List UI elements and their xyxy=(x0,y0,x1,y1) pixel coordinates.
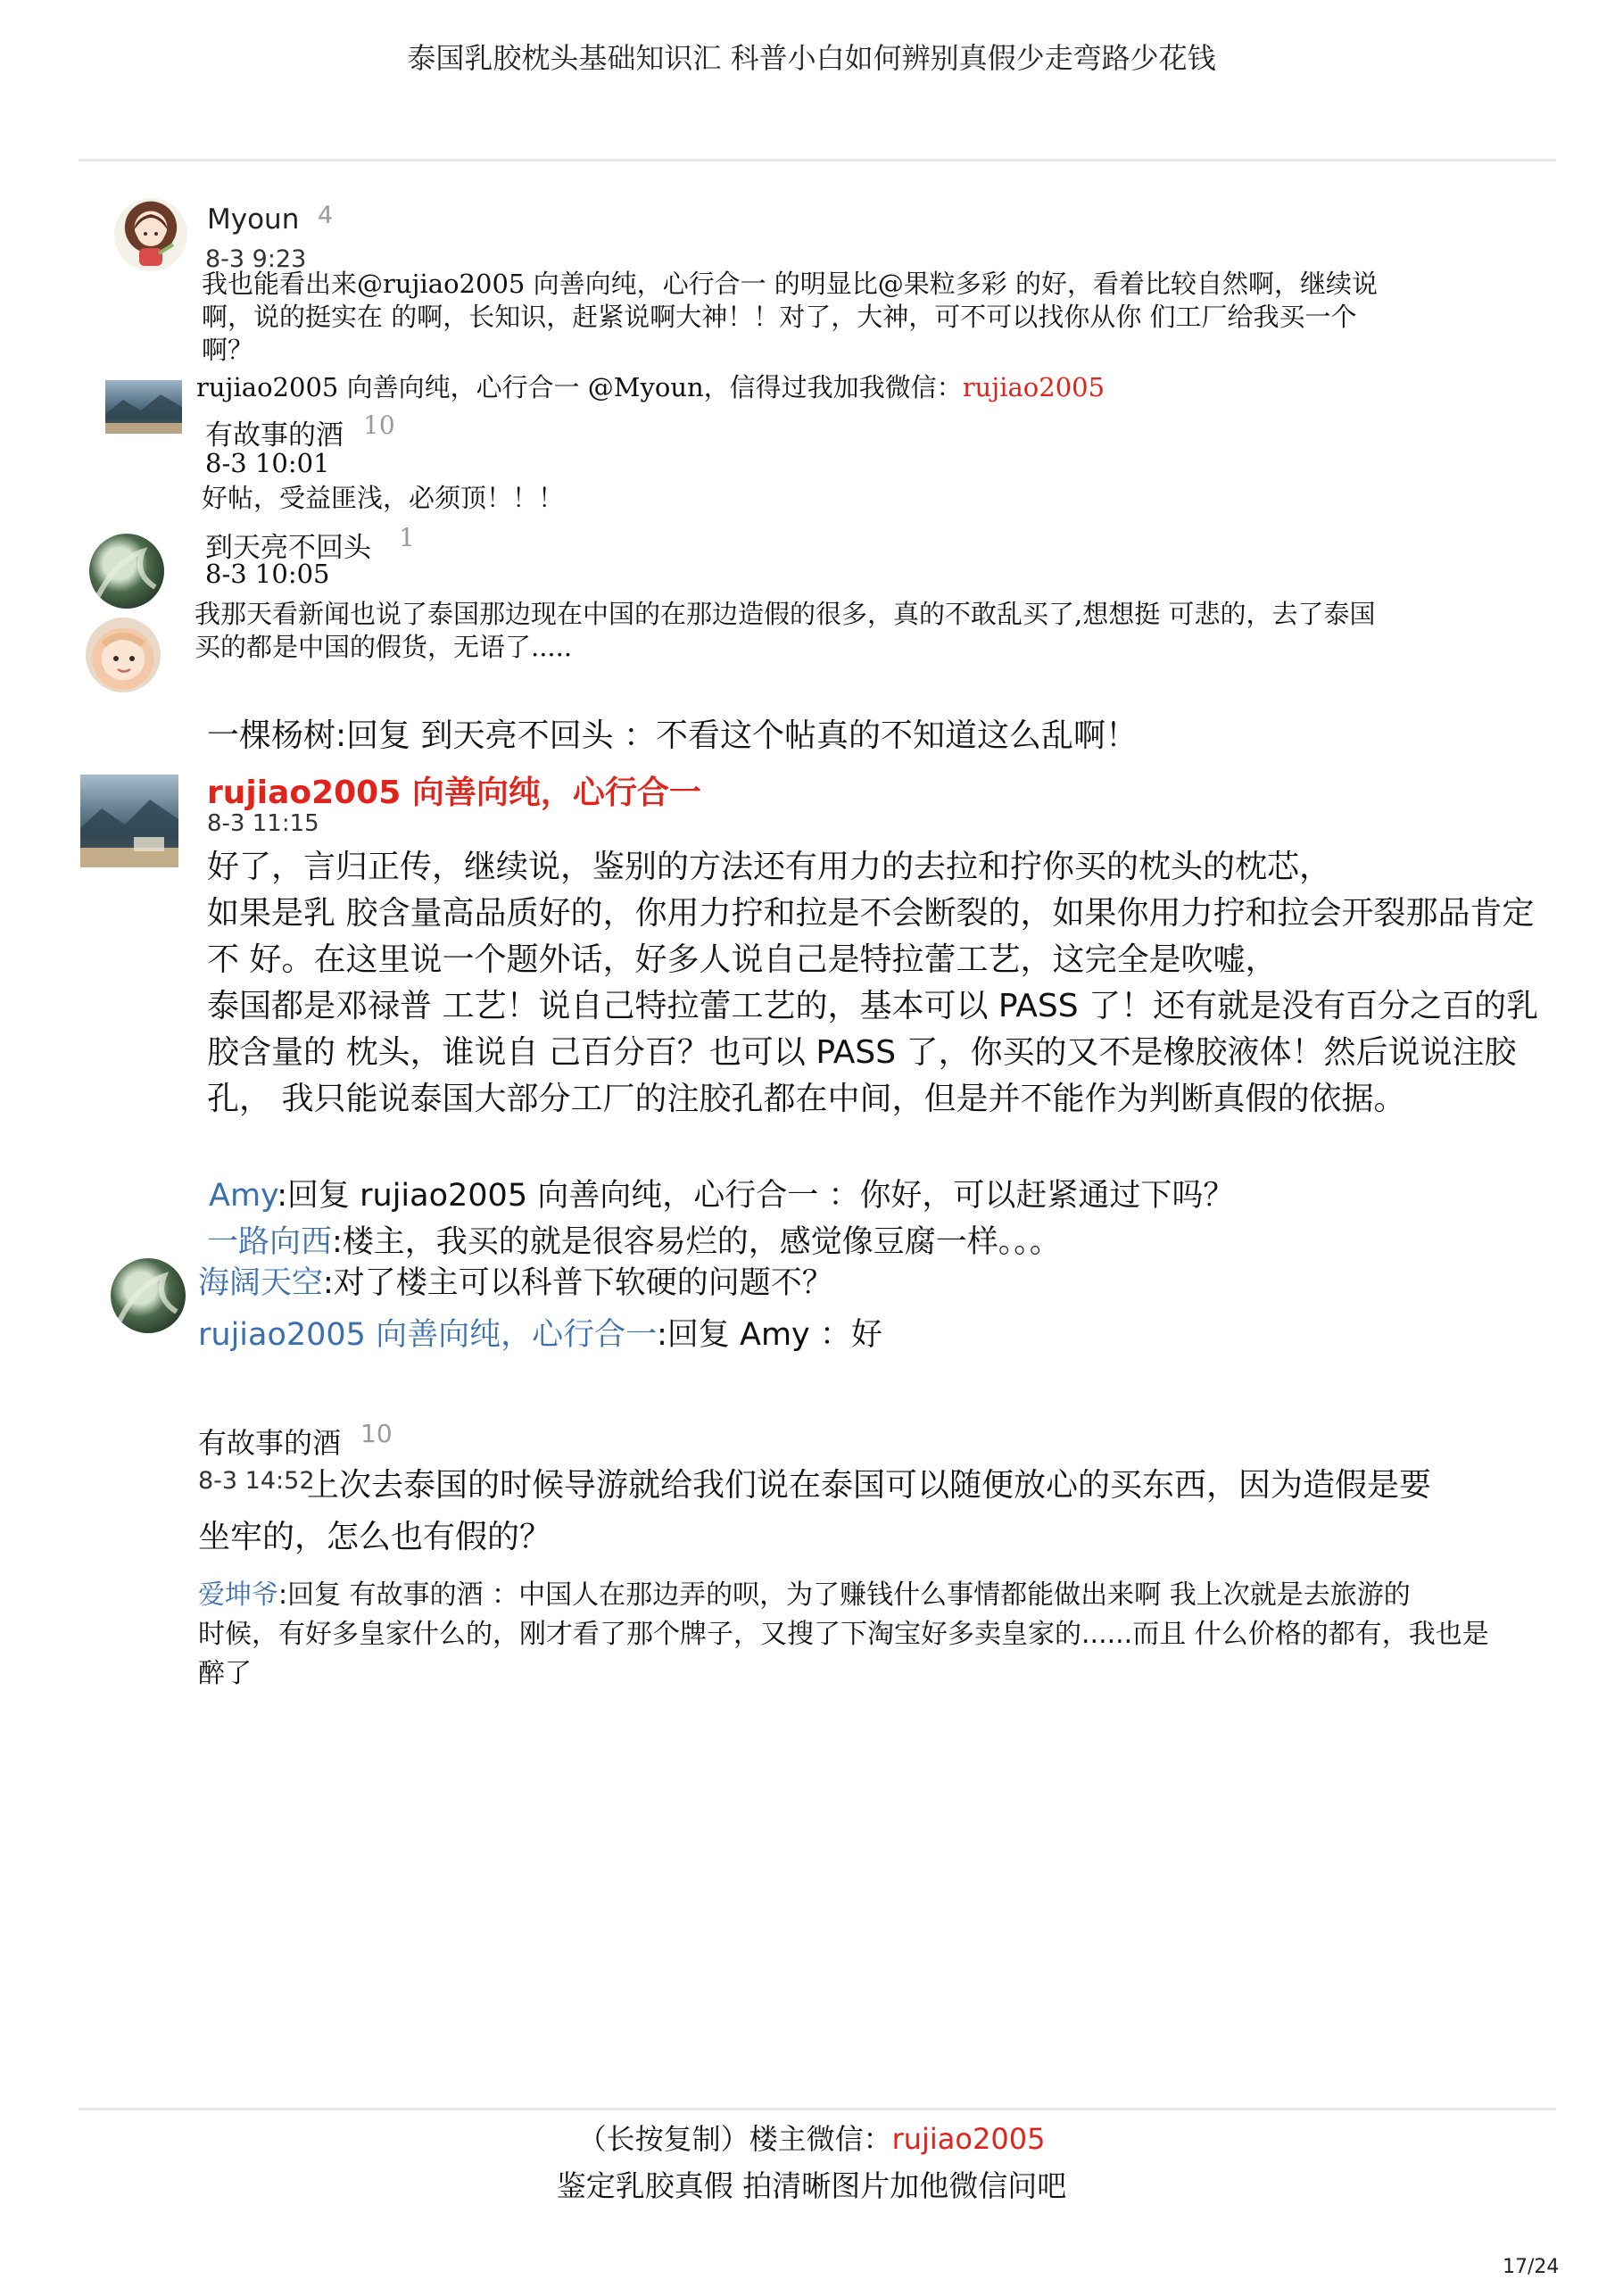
floor-number: 10 xyxy=(363,410,395,440)
floor-number: 10 xyxy=(360,1419,393,1448)
reply-user[interactable]: rujiao2005 向善向纯，心行合一 xyxy=(198,1317,658,1353)
wechat-id[interactable]: rujiao2005 xyxy=(962,372,1105,402)
reply-user[interactable]: Amy xyxy=(209,1178,277,1214)
user-avatar[interactable] xyxy=(89,534,164,609)
reply-text: :楼主，我买的就是很容易烂的，感觉像豆腐一样。。。 xyxy=(332,1224,1061,1260)
reply-text: :回复 Amy ：好 xyxy=(657,1317,882,1353)
landscape-photo-icon xyxy=(105,380,182,434)
comment-text-line: 不 好。在这里说一个题外话，好多人说自己是特拉蕾工艺，这完全是吹嘘， xyxy=(207,941,1278,978)
comment-time: 8-3 10:01 xyxy=(205,448,330,478)
reply-user[interactable]: 海阔天空 xyxy=(198,1265,324,1301)
footer-divider xyxy=(79,2108,1556,2110)
reply-text: :回复 rujiao2005 向善向纯，心行合一 ：你好，可以赶紧通过下吗？ xyxy=(277,1178,1235,1214)
comment-author[interactable]: 有故事的酒 xyxy=(198,1426,342,1460)
comment-text-line: 孔， 我只能说泰国大部分工厂的注胶孔都在中间，但是并不能作为判断真假的依据。 xyxy=(207,1081,1406,1117)
reply-line xyxy=(198,1572,1411,1612)
page-title: 泰国乳胶枕头基础知识汇 科普小白如何辨别真假少走弯路少花钱 xyxy=(407,41,1216,75)
comment-author[interactable]: 有故事的酒 xyxy=(205,419,344,452)
reply-text: rujiao2005 向善向纯，心行合一 @Myoun，信得过我加我微信： xyxy=(196,372,963,402)
reply-line xyxy=(198,1258,833,1303)
user-avatar[interactable] xyxy=(114,198,187,271)
reply-text-line: 时候，有好多皇家什么的，刚才看了那个牌子，又搜了下淘宝好多卖皇家的......而且 什么价格的都有，我也是 xyxy=(198,1619,1489,1650)
comment-text-line: 胶含量的 枕头，谁说自 己百分百？也可以 PASS 了，你买的又不是橡胶液体！然后说说注胶 xyxy=(207,1034,1517,1071)
comment-text-line: 坐牢的，怎么也有假的？ xyxy=(198,1519,552,1555)
wechat-id[interactable]: rujiao2005 xyxy=(891,2122,1046,2156)
floor-number: 1 xyxy=(399,523,415,552)
comment-text-line: 啊，说的挺实在 的啊，长知识，赶紧说啊大神！！对了，大神，可不可以找你从你 们工厂给我买一个 xyxy=(202,302,1357,332)
baby-face-icon xyxy=(86,618,161,692)
comment-text-line: 啊？ xyxy=(202,335,254,365)
comment-author[interactable]: rujiao2005 向善向纯，心行合一 xyxy=(207,775,701,811)
tree-photo-icon xyxy=(89,534,164,609)
comment-text-line: 上次去泰国的时候导游就给我们说在泰国可以随便放心的买东西，因为造假是要 xyxy=(307,1467,1432,1504)
page-number: 17/24 xyxy=(1503,2256,1560,2278)
landscape-photo-icon xyxy=(80,775,178,867)
comment-time: 8-3 14:52 xyxy=(198,1467,315,1495)
header-divider xyxy=(79,159,1556,162)
comment-text-line: 买的都是中国的假货，无语了..... xyxy=(195,632,573,662)
comment-author[interactable]: 到天亮不回头 xyxy=(205,532,371,564)
comment-text-line: 好了，言归正传，继续说，鉴别的方法还有用力的去拉和拧你买的枕头的枕芯， xyxy=(207,849,1332,885)
reply-user[interactable]: 爱坤爷 xyxy=(198,1579,278,1611)
reply-line xyxy=(207,1217,1061,1262)
reply-text: 一棵杨树:回复 到天亮不回头 ：不看这个帖真的不知道这么乱啊！ xyxy=(207,717,1139,754)
comment-time: 8-3 11:15 xyxy=(207,810,319,837)
comment-author[interactable]: Myoun xyxy=(207,203,300,236)
comment-text-line: 我那天看新闻也说了泰国那边现在中国的在那边造假的很多，真的不敢乱买了,想想挺 可悲的，去了泰国 xyxy=(195,599,1376,629)
reply-user[interactable]: 一路向西 xyxy=(207,1224,333,1260)
reply-line xyxy=(209,1171,1234,1215)
comment-time: 8-3 10:05 xyxy=(205,559,330,589)
user-avatar[interactable] xyxy=(86,618,161,692)
comment-text-line: 我也能看出来@rujiao2005 向善向纯，心行合一 的明显比@果粒多彩 的好，看着比较自然啊，继续说 xyxy=(202,269,1379,299)
comment-text-line: 泰国都是邓禄普 工艺！说自己特拉蕾工艺的，基本可以 PASS 了！还有就是没有百分之百的乳 xyxy=(207,988,1539,1024)
comment-text: 好帖，受益匪浅，必须顶！！！ xyxy=(202,483,565,513)
footer-note: 鉴定乳胶真假 拍清晰图片加他微信问吧 xyxy=(556,2168,1067,2203)
reply-line xyxy=(196,371,1105,404)
user-avatar[interactable] xyxy=(111,1258,186,1333)
floor-number: 4 xyxy=(318,202,334,229)
user-avatar[interactable] xyxy=(105,380,182,434)
footer-label: （长按复制）楼主微信： xyxy=(577,2122,892,2156)
reply-text: :对了楼主可以科普下软硬的问题不？ xyxy=(323,1265,833,1301)
footer-wechat-line xyxy=(0,2117,1623,2158)
comment-time: 8-3 9:23 xyxy=(205,245,307,273)
reply-text-line: 醉了 xyxy=(198,1658,252,1689)
comment-text-line: 如果是乳 胶含量高品质好的，你用力拧和拉是不会断裂的，如果你用力拧和拉会开裂那品肯定 xyxy=(207,895,1535,932)
reply-line xyxy=(198,1310,882,1355)
reply-text: :回复 有故事的酒 ：中国人在那边弄的呗，为了赚钱什么事情都能做出来啊 我上次就是去旅游的 xyxy=(278,1579,1411,1611)
user-avatar[interactable] xyxy=(80,775,178,867)
cartoon-girl-icon xyxy=(114,198,187,271)
tree-photo-icon xyxy=(111,1258,186,1333)
